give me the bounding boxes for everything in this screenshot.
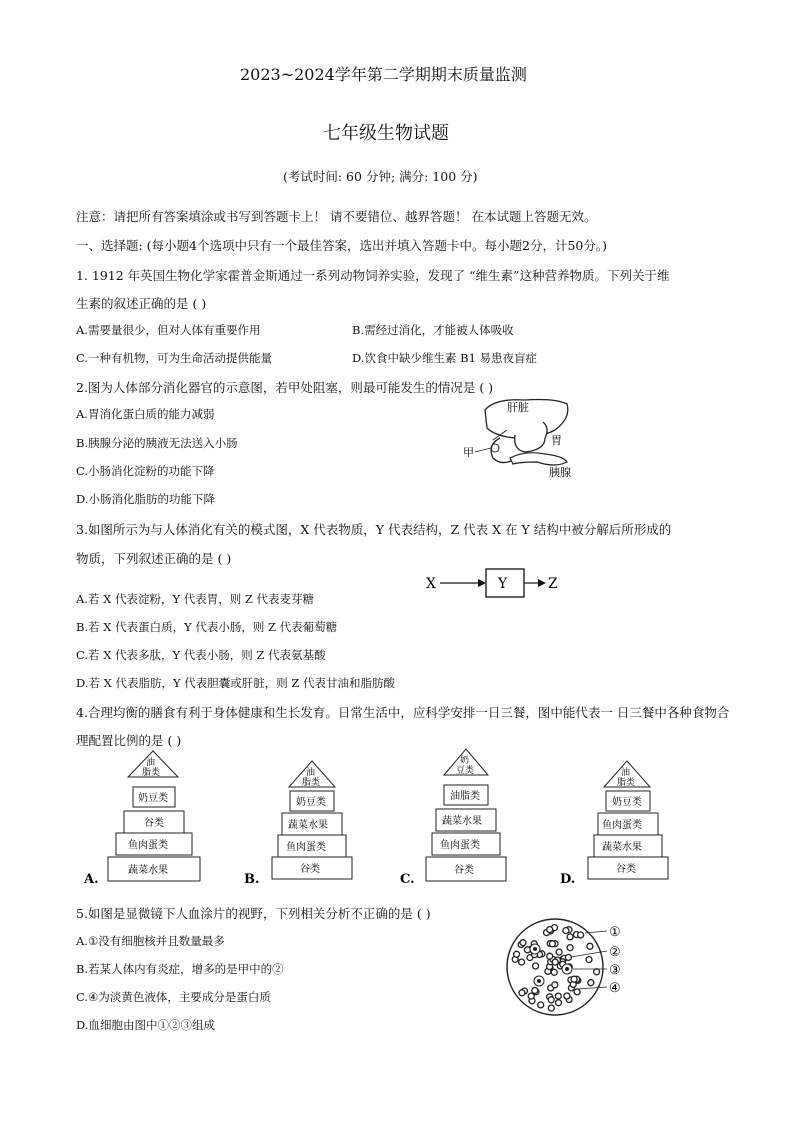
- pyramid-c-label: C.: [400, 872, 415, 887]
- red-blood-cell: [547, 953, 553, 959]
- arrow-head-2: [538, 579, 546, 587]
- q1-option-c: C.一种有机物，可为生命活动提供能量: [76, 351, 273, 365]
- microscope-field-circle: [507, 919, 603, 1015]
- gallbladder-shape: [491, 444, 499, 452]
- pyramid-b: [244, 761, 352, 887]
- q2-option-c: C.小肠消化淀粉的功能下降: [76, 464, 215, 478]
- red-blood-cell: [564, 993, 570, 999]
- q5-stem: 5.如图是显微镜下人血涂片的视野，下列相关分析不正确的是 ( ): [76, 906, 431, 921]
- q5-option-a: A.①没有细胞核并且数量最多: [76, 934, 225, 948]
- q2-stem: 2.图为人体部分消化器官的示意图，若甲处阻塞，则最可能发生的情况是 ( ): [76, 380, 494, 395]
- pyramid-d-layer4: 谷类: [616, 864, 636, 875]
- page-subtitle: 七年级生物试题: [323, 123, 449, 144]
- pyramid-c-top2: 豆类: [456, 766, 475, 776]
- q3-option-c: C.若 X 代表多肽，Y 代表小肠，则 Z 代表氨基酸: [76, 648, 326, 662]
- q3-stem-line2: 物质，下列叙述正确的是 ( ): [76, 551, 232, 566]
- red-blood-cell: [520, 940, 526, 946]
- red-blood-cell: [548, 997, 554, 1003]
- pyramid-b-layer2: 蔬菜水果: [288, 820, 328, 831]
- q1-stem-line1: 1. 1912 年英国生物化学家霍普金斯通过一系列动物饲养实验，发现了 “维生素”这种营养物质。下列关于维: [76, 268, 670, 283]
- red-blood-cell: [578, 932, 584, 938]
- pyramid-a-layer4: 蔬菜水果: [128, 865, 168, 876]
- red-blood-cell: [548, 1005, 554, 1011]
- red-blood-cell: [555, 993, 561, 999]
- pyramid-d-layer1: 奶豆类: [612, 797, 642, 808]
- red-blood-cell: [552, 959, 558, 965]
- red-blood-cell: [563, 928, 569, 934]
- red-blood-cell: [514, 951, 520, 957]
- q5-option-c: C.④为淡黄色液体，主要成分是蛋白质: [76, 990, 271, 1004]
- label-circle-1: ①: [609, 925, 621, 940]
- q3-stem-line1: 3.如图所示为与人体消化有关的模式图，X 代表物质，Y 代表结构，Z 代表 X 在 Y 结构中被分解后所形成的: [76, 522, 672, 537]
- q1-option-b: B.需经过消化，才能被人体吸收: [352, 323, 514, 337]
- red-blood-cell: [552, 982, 558, 988]
- red-blood-cell: [519, 990, 525, 996]
- label-stomach: 胃: [551, 434, 562, 447]
- pyramid-b-label: B.: [244, 872, 260, 887]
- red-blood-cell: [538, 1002, 544, 1008]
- q1-option-d: D.饮食中缺少维生素 B1 易患夜盲症: [352, 351, 538, 365]
- red-blood-cell: [594, 969, 600, 975]
- pyramid-d-label: D.: [560, 872, 576, 887]
- pyramid-a-layer3: 鱼肉蛋类: [128, 840, 168, 851]
- pancreas-shape: [510, 453, 567, 465]
- pyramid-d-layer3: 蔬菜水果: [602, 842, 642, 853]
- page-title: 2023~2024学年第二学期期末质量监测: [240, 65, 527, 84]
- notice: 注意：请把所有答案填涂或书写到答题卡上！ 请不要错位、越界答题！ 在本试题上答题无效。: [76, 209, 597, 224]
- label-z: Z: [548, 576, 558, 592]
- pyramid-a-layer1: 奶豆类: [138, 793, 168, 804]
- pyramid-c-layer1: 油脂类: [450, 791, 480, 802]
- duodenum-shape: [491, 438, 513, 463]
- pyramid-b-layer1: 奶豆类: [296, 797, 326, 808]
- red-blood-cell: [532, 988, 538, 994]
- pyramid-d-top1: 油: [621, 768, 631, 778]
- pyramid-b-layer4: 谷类: [300, 864, 320, 875]
- exam-info: (考试时间: 60 分钟; 满分: 100 分): [283, 169, 478, 184]
- wbc-nucleus-3: [537, 979, 541, 983]
- arrow-head-1: [478, 579, 486, 587]
- q3-option-d: D.若 X 代表脂肪，Y 代表胆囊或肝脏，则 Z 代表甘油和脂肪酸: [76, 676, 396, 690]
- red-blood-cell: [524, 947, 530, 953]
- label-x: X: [426, 576, 436, 592]
- q3-option-b: B.若 X 代表蛋白质，Y 代表小肠，则 Z 代表葡萄糖: [76, 620, 338, 634]
- pyramid-c-layer3: 鱼肉蛋类: [440, 840, 480, 851]
- pyramid-c-layer4: 谷类: [454, 865, 474, 876]
- q3-option-a: A.若 X 代表淀粉，Y 代表胃，则 Z 代表麦芽糖: [76, 592, 315, 606]
- label-circle-2: ②: [609, 945, 621, 960]
- red-blood-cell: [587, 943, 593, 949]
- pyramid-d-top2: 脂类: [617, 778, 636, 788]
- pyramid-b-top1: 油: [306, 768, 316, 778]
- blood-smear-figure: [505, 915, 655, 1025]
- q1-option-a: A.需要量很少，但对人体有重要作用: [76, 323, 261, 337]
- pyramid-a-layer2: 谷类: [144, 818, 164, 829]
- red-blood-cell: [533, 963, 539, 969]
- q4-stem-line2: 理配置比例的是 ( ): [76, 733, 182, 748]
- q2-option-a: A.胃消化蛋白质的能力减弱: [76, 407, 215, 421]
- red-blood-cell: [565, 954, 571, 960]
- pyramid-b-layer3: 鱼肉蛋类: [286, 842, 326, 853]
- label-circle-3: ③: [609, 963, 621, 978]
- red-blood-cell: [567, 945, 573, 951]
- pyramid-a-top2: 脂类: [142, 768, 161, 778]
- digestive-organs-figure: [455, 390, 585, 480]
- wbc-nucleus-1: [533, 947, 537, 951]
- red-blood-cell: [571, 976, 577, 982]
- jia-leader-line: [475, 448, 491, 452]
- pyramid-b-top2: 脂类: [302, 778, 321, 788]
- red-blood-cell: [586, 957, 592, 963]
- pyramid-c: [400, 749, 506, 887]
- red-blood-cell: [519, 959, 525, 965]
- pyramid-d-layer2: 鱼肉蛋类: [602, 820, 642, 831]
- section-heading: 一、选择题: (每小题4个选项中只有一个最佳答案，选出并填入答题卡中。每小题2分，计50分。): [76, 238, 608, 253]
- red-blood-cell: [588, 980, 594, 986]
- red-blood-cell: [547, 927, 553, 933]
- q4-stem-line1: 4.合理均衡的膳食有利于身体健康和生长发育。日常生活中，应科学安排一日三餐，图中能代表一 日三餐中各种食物合: [76, 705, 730, 720]
- q5-option-b: B.若某人体内有炎症，增多的是甲中的②: [76, 962, 284, 976]
- xyz-flow-figure: [420, 565, 570, 601]
- pyramid-c-layer2: 蔬菜水果: [442, 816, 482, 827]
- pyramid-c-top1: 奶: [460, 756, 470, 766]
- red-blood-cell: [556, 1000, 562, 1006]
- q2-option-d: D.小肠消化脂肪的功能下降: [76, 492, 215, 506]
- red-blood-cell: [574, 989, 580, 995]
- pyramid-a-top1: 油: [146, 758, 156, 768]
- pyramid-d: [560, 761, 668, 887]
- food-pyramids-figure: [76, 745, 676, 890]
- label-pancreas: 胰腺: [549, 466, 571, 479]
- wbc-nucleus-2: [565, 967, 569, 971]
- label-y: Y: [498, 576, 508, 592]
- label-circle-4: ④: [609, 981, 621, 996]
- red-blood-cell: [528, 993, 534, 999]
- red-blood-cell: [549, 941, 555, 947]
- q2-option-b: B.胰腺分泌的胰液无法送入小肠: [76, 436, 238, 450]
- red-blood-cell: [556, 949, 562, 955]
- q1-stem-line2: 生素的叙述正确的是 ( ): [76, 296, 207, 311]
- label-jia: 甲: [463, 446, 474, 459]
- pyramid-a-label: A.: [84, 872, 99, 887]
- pyramid-a: [83, 751, 200, 887]
- red-blood-cell: [567, 934, 573, 940]
- q5-option-d: D.血细胞由图中①②③组成: [76, 1018, 215, 1032]
- label-liver: 肝脏: [507, 401, 529, 414]
